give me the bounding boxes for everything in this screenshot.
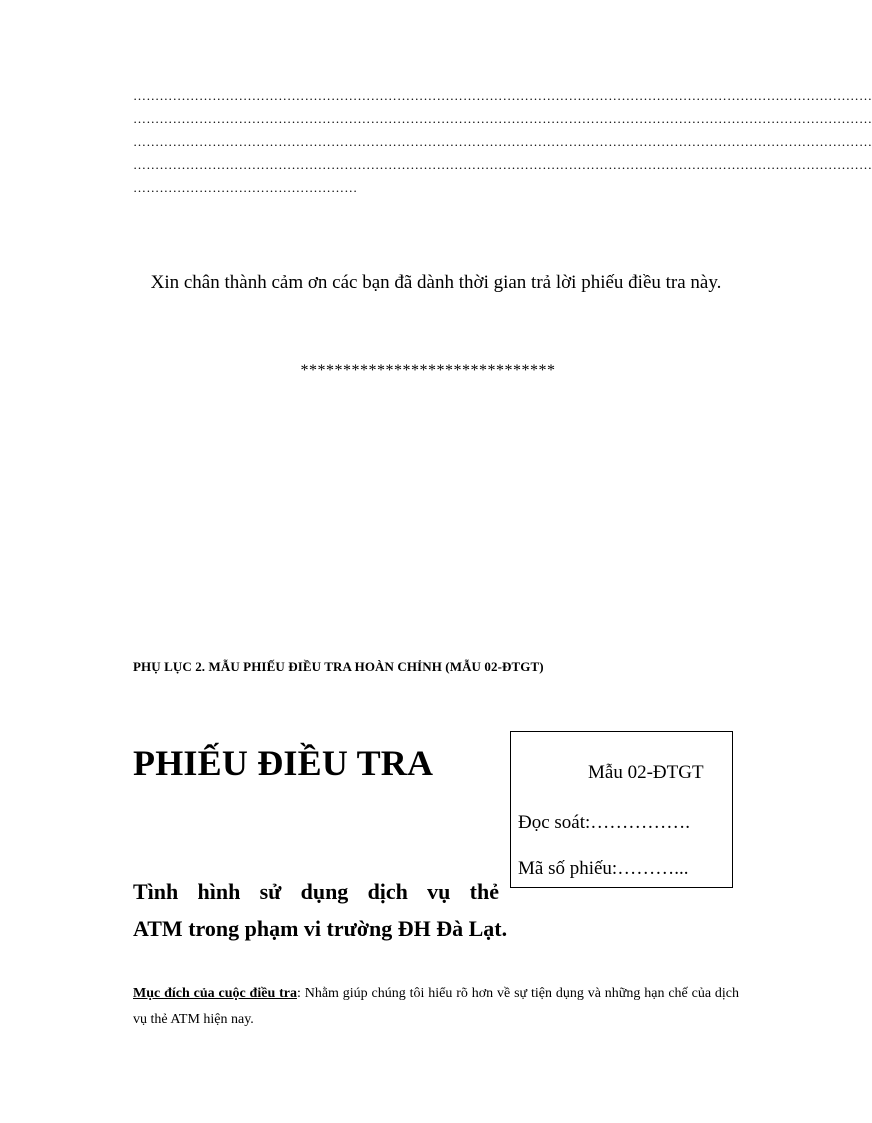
purpose-label: Mục đích của cuộc điều tra	[133, 986, 297, 1001]
appendix-heading: PHỤ LỤC 2. MẪU PHIẾU ĐIỀU TRA HOÀN CHỈNH (MẪU 02-ĐTGT)	[133, 659, 544, 674]
purpose-text: : Nhằm giúp chúng tôi hiểu rõ hơn về sự tiện dụng và những hạn chế của dịch vụ thẻ ATM hiện nay.	[133, 986, 739, 1027]
answer-line-3: ……………………………………………………………………………………………………………………………………………………	[133, 134, 872, 149]
form-number-field: Mã số phiếu:………...	[518, 858, 689, 879]
separator-stars: ******************************	[300, 362, 556, 379]
subtitle-line-1: Tình hình sử dụng dịch vụ thẻ	[133, 879, 499, 904]
form-info-box	[510, 731, 733, 888]
survey-title: PHIẾU ĐIỀU TRA	[133, 743, 434, 783]
form-code: Mẫu 02-ĐTGT	[588, 762, 704, 783]
answer-line-4: ……………………………………………………………………………………………………………………………………………………	[133, 157, 872, 172]
answer-line-5: ……………………………………………	[133, 180, 358, 195]
control-field: Đọc soát:…………….	[518, 812, 691, 833]
answer-line-1: ……………………………………………………………………………………………………………………………………………………	[133, 88, 872, 103]
survey-purpose	[133, 981, 739, 1033]
survey-subtitle	[133, 873, 507, 947]
answer-line-2: ……………………………………………………………………………………………………………………………………………………	[133, 111, 872, 126]
subtitle-line-2: ATM trong phạm vi trường ĐH Đà Lạt.	[133, 916, 508, 941]
thank-you-note: Xin chân thành cảm ơn các bạn đã dành thời gian trả lời phiếu điều tra này.	[150, 272, 722, 293]
